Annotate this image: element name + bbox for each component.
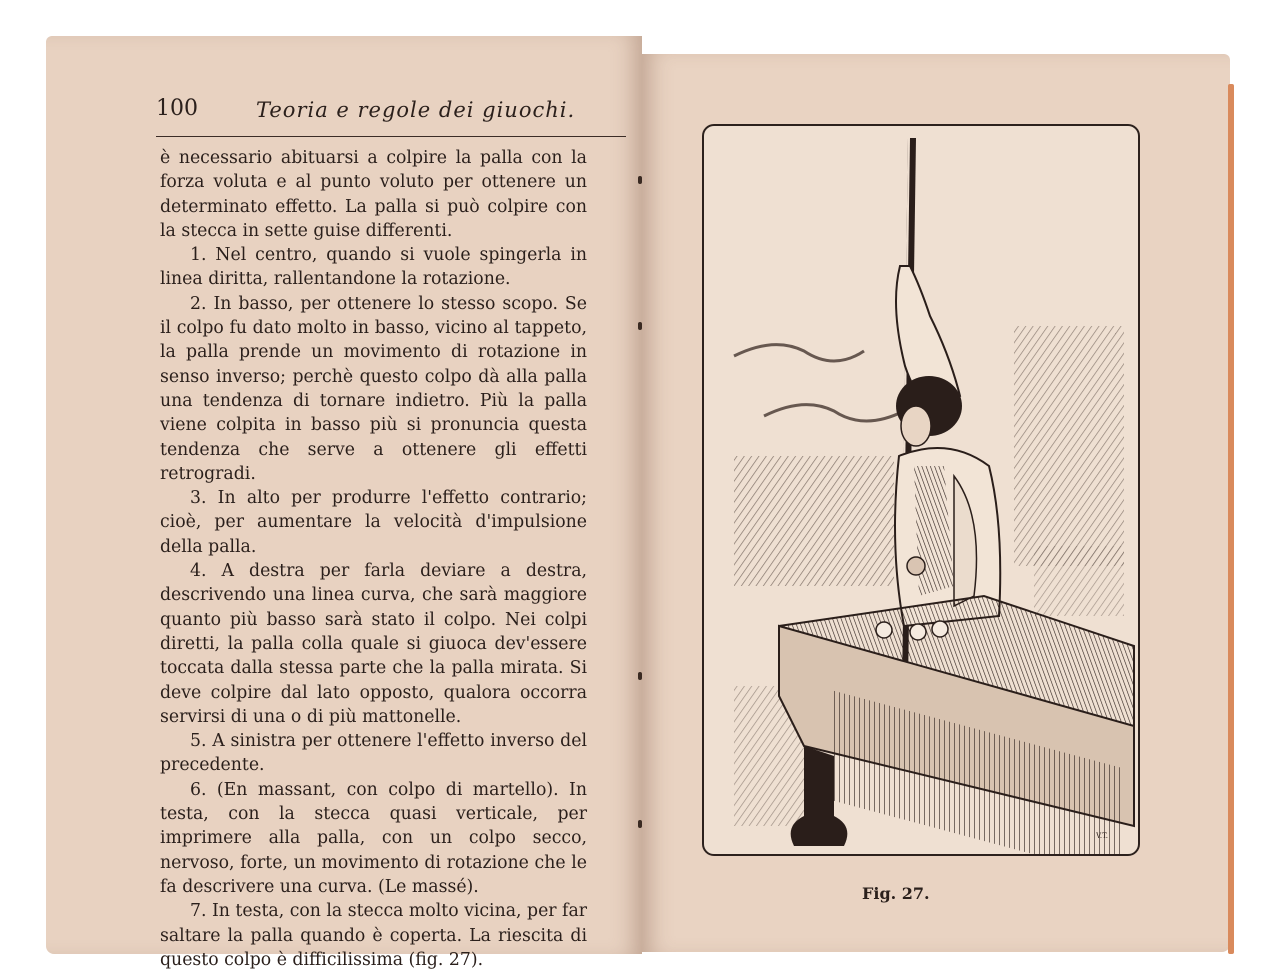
running-head xyxy=(156,96,626,137)
page-edge xyxy=(1228,84,1234,954)
page-number: 100 xyxy=(156,96,198,121)
paragraph: 2. In basso, per ottenere lo stesso scopo. Se il colpo fu dato molto in basso, vicino al tappeto, la palla prende un movimento di rotazione in senso inverso; perchè questo colpo dà alla palla una tendenza di tornare indietro. Più la palla viene colpita in basso più si pronuncia questa tendenza che serve a ottenere gli effetti retrogradi. xyxy=(160,293,587,484)
paragraph: 1. Nel centro, quando si vuole spingerla in linea diritta, rallentandone la rotazione. xyxy=(160,245,587,290)
paragraph: 7. In testa, con la stecca molto vicina, per far saltare la palla quando è coperta. La riescita di questo colpo è difficilissima (fig. 27). xyxy=(160,901,588,970)
running-title: Teoria e regole dei giuochi. xyxy=(256,98,576,122)
paragraph: è necessario abituarsi a colpire la palla con la forza voluta e al punto voluto per ottenere un determinato effetto. La palla si può colpire con la stecca in sette guise differenti. xyxy=(160,148,587,241)
engraver-signature: V.T. xyxy=(1096,832,1108,840)
figure-caption: Fig. 27. xyxy=(862,884,930,903)
billiards-player-illustration xyxy=(704,126,1138,854)
paragraph: 4. A destra per farla deviare a destra, descrivendo una linea curva, che sarà maggiore quanto più basso sarà stato il colpo. Nei colpi diretti, la palla colla quale si giuoca dev'essere toccata dalla stessa parte che la palla mirata. Si deve colpire dal lato opposto, qualora occorra servirsi di una o di più mattonelle. xyxy=(160,561,587,727)
paragraph: 5. A sinistra per ottenere l'effetto inverso del precedente. xyxy=(160,731,587,776)
paragraph: 6. (En massant, con colpo di martello). In testa, con la stecca quasi verticale, per imprimere alla palla, con un colpo secco, nervoso, forte, un movimento di rotazione che le fa descrivere una curva. (Le massé). xyxy=(160,779,587,897)
billiard-ball xyxy=(932,621,948,637)
billiards-engraving xyxy=(702,124,1140,856)
body-text xyxy=(160,146,587,972)
billiard-table xyxy=(779,596,1134,854)
billiard-ball xyxy=(876,622,892,638)
left-page xyxy=(46,36,642,970)
billiard-ball xyxy=(910,624,926,640)
paragraph: 3. In alto per produrre l'effetto contrario; cioè, per aumentare la velocità d'impulsione della palla. xyxy=(160,488,587,557)
right-page xyxy=(642,54,1230,952)
open-book xyxy=(46,36,1232,970)
